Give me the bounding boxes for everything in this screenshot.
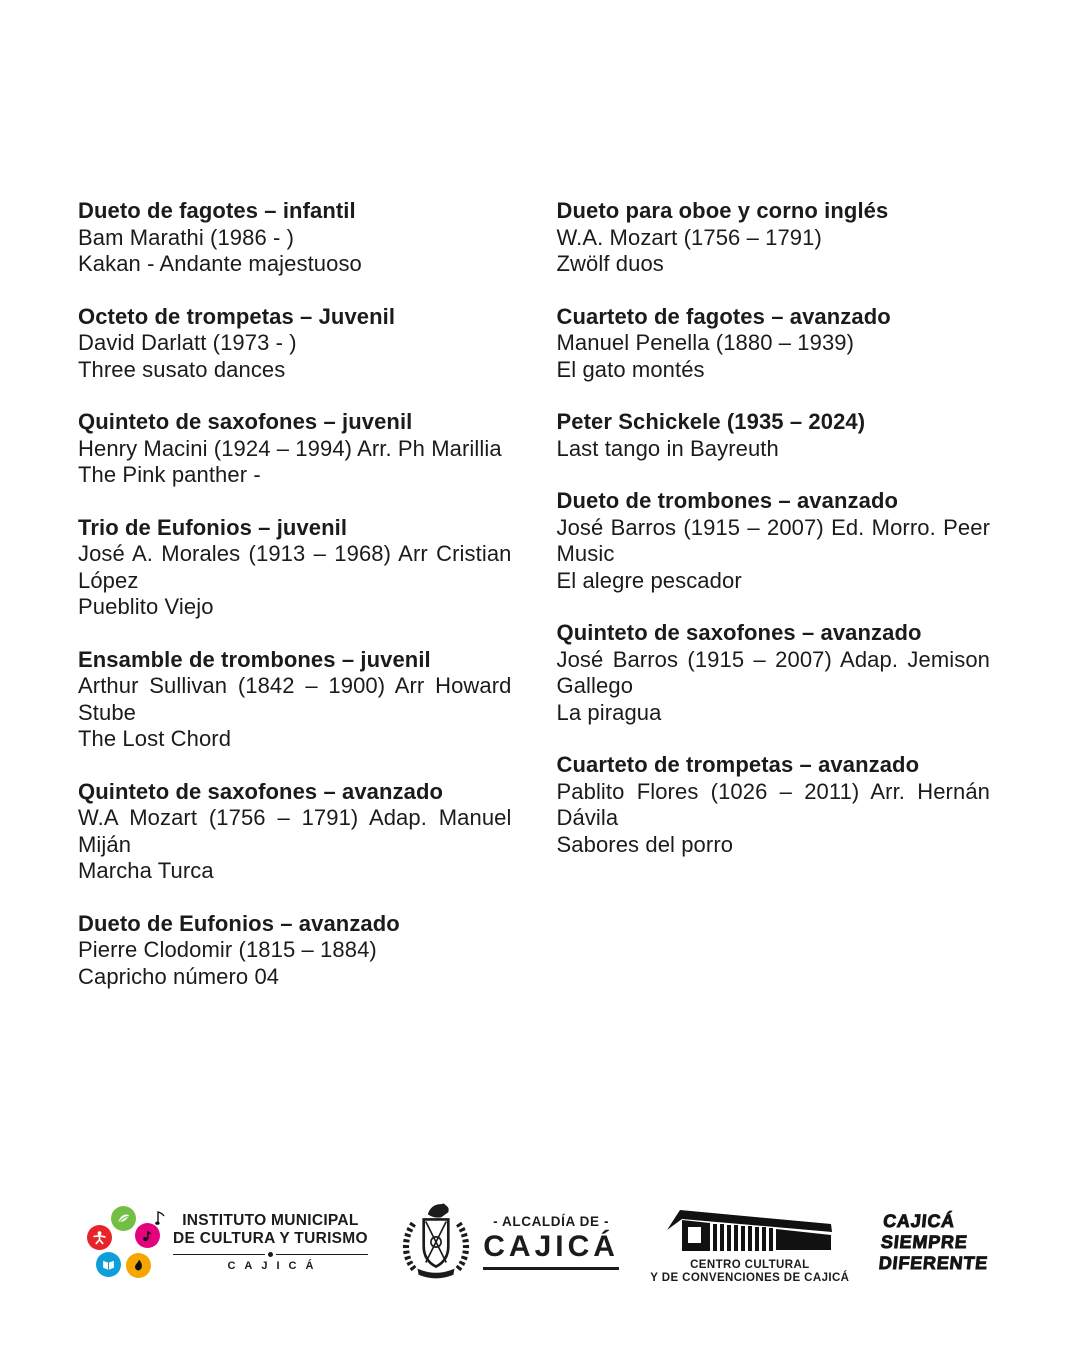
entry-title: Dueto de trombones – avanzado [556,488,899,513]
entry-line: Henry Macini (1924 – 1994) Arr. Ph Marillia [78,435,502,461]
program-column-right [557,198,991,1016]
entry-title: Ensamble de trombones – juvenil [78,646,431,672]
entry-line: El alegre pescador [556,567,742,593]
slogan-line2: SIEMPRE [879,1231,969,1252]
entry-line: Three susato dances [78,356,286,382]
program-entry [78,409,512,489]
entry-line: El gato montés [556,356,705,382]
entry-line: José Barros (1915 – 2007) Ed. Morro. Peer Music [556,514,990,566]
entry-line: Capricho número 04 [78,963,280,989]
alcaldia-crest-icon [399,1201,473,1283]
program-entry [78,779,512,885]
entry-line: Pierre Clodomir (1815 – 1884) [78,937,377,962]
entry-line: The Pink panther - [78,462,261,487]
imct-circles-emblem [85,1204,161,1280]
entry-title: Dueto de Eufonios – avanzado [78,910,400,936]
entry-line: Pueblito Viejo [78,594,214,619]
alcaldia-label: - ALCALDÍA DE - [493,1214,610,1229]
dancer-icon [87,1225,112,1250]
entry-title: Cuarteto de trompetas – avanzado [556,752,920,777]
program-entry [78,304,512,384]
program-columns [78,198,990,1016]
entry-line: Arthur Sullivan (1842 – 1900) Arr Howard Stube [78,673,512,725]
entry-line: W.A. Mozart (1756 – 1791) [556,224,822,250]
program-entry [557,620,991,726]
centro-building-icon [665,1199,835,1255]
open-book-icon [96,1252,121,1277]
entry-line: W.A Mozart (1756 – 1791) Adap. Manuel Miján [78,805,512,857]
centro-name-line1: CENTRO CULTURAL [690,1258,810,1271]
entry-title: Quinteto de saxofones – avanzado [78,778,444,804]
entry-line: La piragua [556,699,662,725]
entry-line: Manuel Penella (1880 – 1939) [556,330,855,355]
entry-title: Dueto para oboe y corno inglés [556,198,889,223]
program-entry [557,488,991,594]
program-column-left [78,198,512,1016]
entry-line: José A. Morales (1913 – 1968) Arr Cristian López [78,541,512,593]
entry-line: Pablito Flores (1026 – 2011) Arr. Hernán Dávila [556,778,990,830]
program-entry [557,198,991,278]
program-entry [78,911,512,991]
imct-name-line2: DE CULTURA Y TURISMO [173,1230,368,1247]
alcaldia-text-block [483,1214,619,1270]
entry-title: Dueto de fagotes – infantil [78,198,356,223]
imct-text-block [173,1212,368,1272]
logo-instituto-cultura-turismo [85,1204,368,1280]
entry-line: Bam Marathi (1986 - ) [78,224,295,250]
logo-centro-cultural [650,1199,849,1286]
entry-line: Kakan - Andante majestuoso [78,251,362,276]
entry-title: Cuarteto de fagotes – avanzado [556,303,891,329]
entry-line: José Barros (1915 – 2007) Adap. Jemison Gallego [556,646,990,698]
entry-line: Marcha Turca [78,858,214,883]
program-entry [78,515,512,621]
centro-name-line2: Y DE CONVENCIONES DE CAJICÁ [650,1272,850,1284]
entry-title: Quinteto de saxofones – juvenil [78,409,413,434]
imct-name-line1: INSTITUTO MUNICIPAL [182,1212,359,1229]
entry-line: Zwölf duos [556,251,664,276]
leaf-icon [111,1206,136,1231]
footer-logos [85,1192,990,1292]
program-entry [557,304,991,384]
program-entry [78,647,512,753]
entry-line: Sabores del porro [556,831,734,857]
entry-title: Trio de Eufonios – juvenil [78,514,348,540]
logo-alcaldia-cajica [399,1201,619,1283]
flame-icon [126,1253,151,1278]
imct-divider [173,1252,368,1257]
entry-title: Octeto de trompetas – Juvenil [78,303,396,329]
entry-title: Quinteto de saxofones – avanzado [556,620,922,645]
program-entry [557,752,991,858]
logo-cajica-siempre-diferente [877,1211,993,1274]
program-entry [78,198,512,278]
eighth-note-icon [155,1210,167,1226]
program-entry [557,409,991,462]
imct-wordmark: CAJICÁ [227,1260,323,1272]
entry-title: Peter Schickele (1935 – 2024) [556,409,866,434]
slogan-line3: DIFERENTE [877,1252,989,1273]
entry-line: Last tango in Bayreuth [556,435,779,461]
entry-line: The Lost Chord [78,726,232,751]
slogan-line1: CAJICÁ [881,1210,956,1231]
music-note-icon [135,1223,160,1248]
alcaldia-wordmark: CAJICÁ [483,1231,619,1270]
entry-line: David Darlatt (1973 - ) [78,330,297,355]
